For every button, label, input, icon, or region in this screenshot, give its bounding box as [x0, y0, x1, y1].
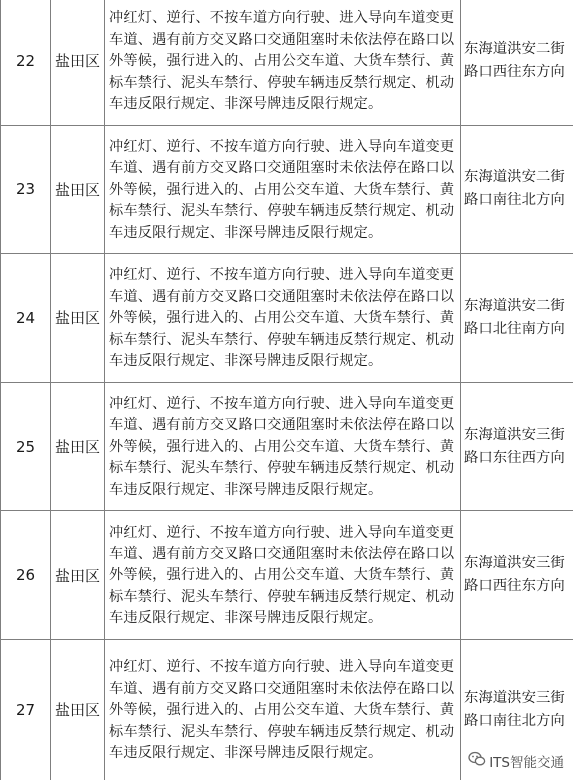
violations-cell: 冲红灯、逆行、不按车道方向行驶、进入导向车道变更车道、遇有前方交叉路口交通阻塞时未依法停在路口以外等候，强行进入的、占用公交车道、大货车禁行、黄标车禁行、泥头车禁行、停驶车辆违反禁行规定、机动车违反限行规定、非深号牌违反限行规定。 [105, 126, 461, 254]
row-number: 27 [0, 640, 51, 780]
violations-cell: 冲红灯、逆行、不按车道方向行驶、进入导向车道变更车道、遇有前方交叉路口交通阻塞时未依法停在路口以外等候，强行进入的、占用公交车道、大货车禁行、黄标车禁行、泥头车禁行、停驶车辆违反禁行规定、机动车违反限行规定、非深号牌违反限行规定。 [105, 254, 461, 382]
location-line-2: 路口北往南方向 [464, 320, 565, 337]
location-cell [461, 0, 573, 125]
wechat-icon [468, 751, 489, 771]
location-cell [461, 126, 573, 254]
location-cell [461, 511, 573, 639]
watermark-text: ITS智能交通 [489, 755, 564, 771]
location-line-2: 路口南往北方向 [464, 192, 565, 209]
violations-cell: 冲红灯、逆行、不按车道方向行驶、进入导向车道变更车道、遇有前方交叉路口交通阻塞时未依法停在路口以外等候，强行进入的、占用公交车道、大货车禁行、黄标车禁行、泥头车禁行、停驶车辆违反禁行规定、机动车违反限行规定、非深号牌违反限行规定。 [105, 383, 461, 511]
violations-cell: 冲红灯、逆行、不按车道方向行驶、进入导向车道变更车道、遇有前方交叉路口交通阻塞时未依法停在路口以外等候，强行进入的、占用公交车道、大货车禁行、黄标车禁行、泥头车禁行、停驶车辆违反禁行规定、机动车违反限行规定、非深号牌违反限行规定。 [105, 511, 461, 639]
district-cell: 盐田区 [51, 254, 105, 382]
location-line-1: 东海道洪安三街 [464, 689, 565, 706]
district-cell: 盐田区 [51, 511, 105, 639]
table-row [0, 383, 573, 512]
table-row [0, 0, 573, 126]
watermark [466, 750, 567, 772]
location-line-1: 东海道洪安二街 [464, 297, 565, 314]
row-number: 26 [0, 511, 51, 639]
location-line-1: 东海道洪安二街 [464, 169, 565, 186]
location-cell [461, 383, 573, 511]
location-line-2: 路口南往北方向 [464, 712, 565, 729]
row-number: 22 [0, 0, 51, 125]
violations-cell: 冲红灯、逆行、不按车道方向行驶、进入导向车道变更车道、遇有前方交叉路口交通阻塞时未依法停在路口以外等候，强行进入的、占用公交车道、大货车禁行、黄标车禁行、泥头车禁行、停驶车辆违反禁行规定、机动车违反限行规定、非深号牌违反限行规定。 [105, 640, 461, 780]
location-line-2: 路口西往东方向 [464, 63, 565, 80]
table-row [0, 511, 573, 640]
location-line-1: 东海道洪安二街 [464, 40, 565, 57]
table-row [0, 126, 573, 255]
location-cell [461, 254, 573, 382]
location-line-2: 路口东往西方向 [464, 449, 565, 466]
location-line-1: 东海道洪安三街 [464, 555, 565, 572]
district-cell: 盐田区 [51, 126, 105, 254]
row-number: 24 [0, 254, 51, 382]
location-line-2: 路口西往东方向 [464, 578, 565, 595]
violations-cell: 冲红灯、逆行、不按车道方向行驶、进入导向车道变更车道、遇有前方交叉路口交通阻塞时未依法停在路口以外等候，强行进入的、占用公交车道、大货车禁行、黄标车禁行、泥头车禁行、停驶车辆违反禁行规定、机动车违反限行规定、非深号牌违反限行规定。 [105, 0, 461, 125]
table-row [0, 254, 573, 383]
row-number: 23 [0, 126, 51, 254]
district-cell: 盐田区 [51, 0, 105, 125]
location-line-1: 东海道洪安三街 [464, 426, 565, 443]
district-cell: 盐田区 [51, 640, 105, 780]
row-number: 25 [0, 383, 51, 511]
district-cell: 盐田区 [51, 383, 105, 511]
